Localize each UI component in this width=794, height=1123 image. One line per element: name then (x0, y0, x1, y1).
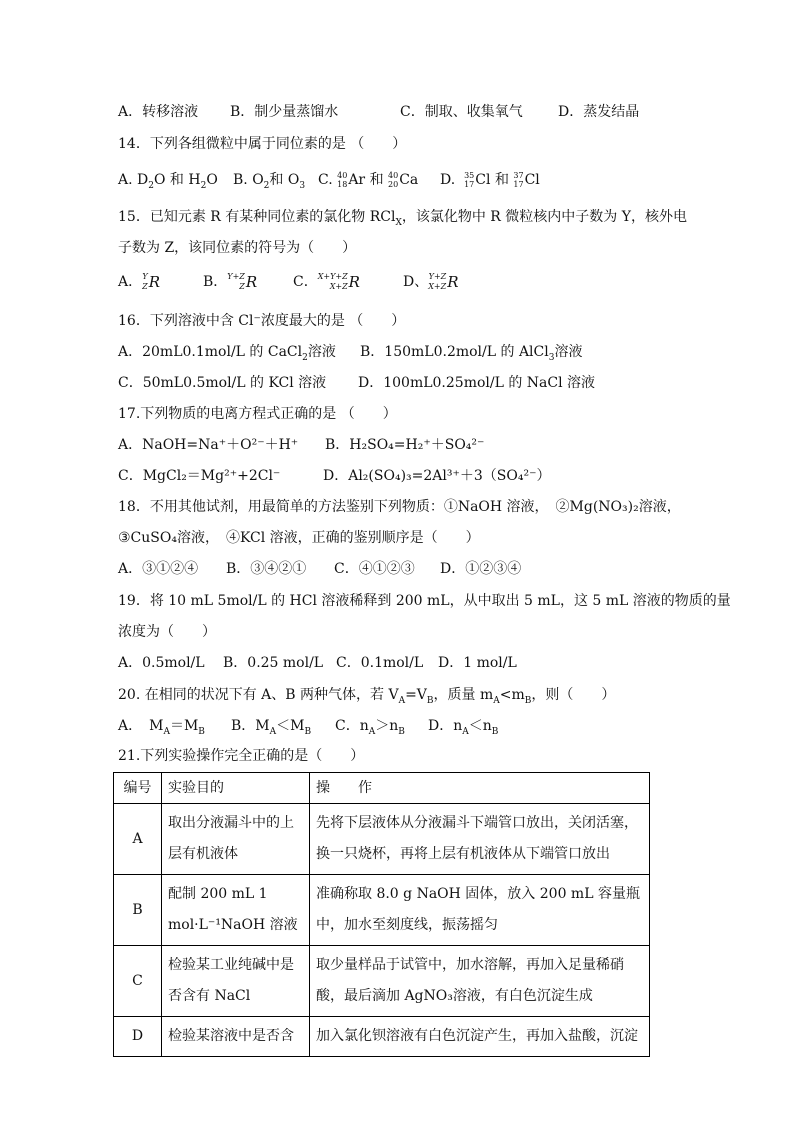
q20-option-d[interactable]: D．$n_A<n_B$ (428, 718, 499, 737)
q18-option-a[interactable]: A．③①②④ (118, 561, 199, 577)
q15-stem-line1: 15．已知元素 R 有某种同位素的氯化物 RCl$_X$，该氯化物中 R 微粒核内中子数为 Y，核外电 (118, 209, 687, 228)
q20-option-c[interactable]: C．$n_A>n_B$ (335, 718, 405, 737)
q19-stem-line2: 浓度为（ ） (118, 624, 216, 640)
q19-option-b[interactable]: B．0.25 mol/L (223, 655, 324, 671)
q18-option-c[interactable]: C．④①②③ (334, 561, 415, 577)
q15-option-a[interactable]: A． Y Z R (118, 272, 160, 291)
row-goal: 检验某工业纯碱中是否含有 NaCl (162, 946, 310, 1017)
row-goal: 取出分液漏斗中的上层有机液体 (162, 804, 310, 875)
row-operation: 准确称取 8.0 g NaOH 固体，放入 200 mL 容量瓶中，加水至刻度线，振荡摇匀 (310, 875, 650, 946)
q18-option-d[interactable]: D．①②③④ (440, 561, 522, 577)
row-goal: 配制 200 mL 1 mol·L⁻¹NaOH 溶液 (162, 875, 310, 946)
q17-stem: 17.下列物质的电离方程式正确的是 （ ） (118, 406, 397, 422)
ar-isotope: 40 18 Ar (337, 171, 366, 189)
table-row (114, 1017, 650, 1057)
q14-option-b[interactable]: B. $O_2$和 $O_3$ (233, 172, 306, 191)
ca-isotope: 40 20 Ca (388, 171, 419, 189)
q14-option-d[interactable]: D. 35 17 Cl 和 37 17 Cl (440, 171, 540, 189)
q16-option-b[interactable]: B．150mL0.2mol/L 的 AlCl$_3$溶液 (360, 344, 583, 363)
q18-options (118, 559, 521, 579)
row-id: A (114, 804, 162, 875)
q15-option-b[interactable]: B． Y+Z Z R (203, 272, 258, 291)
q21-stem: 21.下列实验操作完全正确的是（ ） (118, 748, 365, 764)
table-row (114, 804, 650, 875)
q19-stem-line1: 19．将 10 mL 5mol/L 的 HCl 溶液稀释到 200 mL，从中取出 5 mL，这 5 mL 溶液的物质的量 (118, 593, 731, 609)
q20-stem: 20. 在相同的状况下有 A、B 两种气体，若 $V_A=V_B$，质量 $m_A<m_B$，则（ ） (118, 687, 616, 706)
q15-stem-line2: 子数为 Z，该同位素的符号为（ ） (118, 240, 357, 256)
q20-option-a[interactable]: A． $M_A=M_B$ (118, 718, 205, 737)
q13-option-a[interactable]: A．转移溶液 (118, 104, 199, 120)
header-operation: 操 作 (310, 773, 650, 804)
header-goal: 实验目的 (162, 773, 310, 804)
q18-option-b[interactable]: B．③④②① (226, 561, 307, 577)
q13-option-c[interactable]: C．制取、收集氧气 (400, 104, 523, 120)
q19-option-a[interactable]: A．0.5mol/L (118, 655, 205, 671)
q16-option-a[interactable]: A．20mL0.1mol/L 的 CaCl$_2$溶液 (118, 344, 336, 363)
q14-stem: 14．下列各组微粒中属于同位素的是 （ ） (118, 136, 407, 152)
row-id: C (114, 946, 162, 1017)
cl35-isotope: 35 17 Cl (464, 171, 491, 189)
q14-options (118, 170, 540, 190)
table-header-row (114, 773, 650, 804)
q13-options (118, 102, 639, 122)
q15-option-c[interactable]: C． X+Y+Z X+Z R (293, 272, 360, 291)
q19-options (118, 653, 517, 673)
q13-option-d[interactable]: D．蒸发结晶 (558, 104, 640, 120)
experiment-table (113, 772, 650, 1057)
q16-options-row2 (118, 373, 595, 393)
q17-options-row1 (118, 435, 484, 455)
q17-options-row2 (118, 466, 550, 486)
row-operation: 加入氯化钡溶液有白色沉淀产生，再加入盐酸，沉淀 (310, 1017, 650, 1057)
q15-options (118, 272, 459, 292)
row-operation: 取少量样品于试管中，加水溶解，再加入足量稀硝酸，最后滴加 AgNO₃溶液，有白色沉淀生成 (310, 946, 650, 1017)
header-id: 编号 (114, 773, 162, 804)
q16-stem: 16．下列溶液中含 Cl⁻浓度最大的是 （ ） (118, 313, 406, 329)
row-id: B (114, 875, 162, 946)
q20-option-b[interactable]: B．$M_A<M_B$ (231, 718, 312, 737)
cl37-isotope: 37 17 Cl (513, 171, 540, 189)
q16-options-row1 (118, 342, 582, 362)
q15-option-d[interactable]: D、 Y+Z X+Z R (403, 272, 459, 291)
q17-option-a[interactable]: A．NaOH=Na⁺＋O²⁻＋H⁺ (118, 437, 299, 453)
row-goal: 检验某溶液中是否含 (162, 1017, 310, 1057)
q20-options (118, 716, 498, 736)
q17-option-b[interactable]: B．H₂SO₄=H₂⁺＋SO₄²⁻ (325, 437, 485, 453)
q18-stem-line1: 18．不用其他试剂，用最简单的方法鉴别下列物质：①NaOH 溶液， ②Mg(NO₃)₂溶液， (118, 499, 681, 515)
q17-option-c[interactable]: C．MgCl₂＝Mg²⁺+2Cl⁻ (118, 468, 281, 484)
row-operation: 先将下层液体从分液漏斗下端管口放出，关闭活塞，换一只烧杯，再将上层有机液体从下端管口放出 (310, 804, 650, 875)
table-row (114, 946, 650, 1017)
q16-option-c[interactable]: C．50mL0.5mol/L 的 KCl 溶液 (118, 375, 327, 391)
q13-option-b[interactable]: B．制少量蒸馏水 (230, 104, 339, 120)
row-id: D (114, 1017, 162, 1057)
q17-option-d[interactable]: D．Al₂(SO₄)₃=2Al³⁺＋3（SO₄²⁻） (323, 468, 551, 484)
q14-option-a[interactable]: A. $D_2O$ 和 $H_2O$ (118, 172, 218, 191)
q18-stem-line2: ③CuSO₄溶液， ④KCl 溶液，正确的鉴别顺序是（ ） (118, 530, 480, 546)
q19-option-c[interactable]: C．0.1mol/L (336, 655, 424, 671)
q14-option-c[interactable]: C. 40 18 Ar 和 40 20 Ca (318, 171, 419, 189)
q19-option-d[interactable]: D．1 mol/L (438, 655, 517, 671)
q16-option-d[interactable]: D．100mL0.25mol/L 的 NaCl 溶液 (358, 375, 596, 391)
table-row (114, 875, 650, 946)
